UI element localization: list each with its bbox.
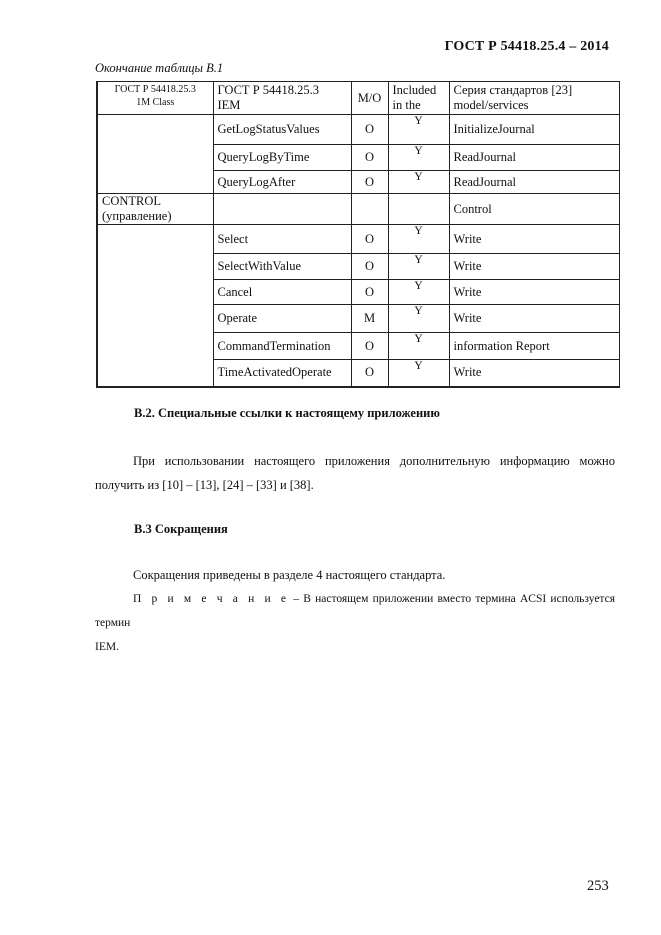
header-1m-class-line1: ГОСТ Р 54418.25.3 — [114, 84, 196, 95]
iem-cell: QueryLogAfter — [213, 171, 351, 194]
included-cell: Y — [388, 115, 449, 145]
table-row — [97, 225, 619, 254]
section-b2-para-line2: получить из [10] – [13], [24] – [33] и [38]. — [95, 478, 314, 492]
model-cell: Control — [449, 194, 619, 225]
header-iem-line1: ГОСТ Р 54418.25.3 — [217, 83, 320, 97]
header-model-line2: model/services — [453, 98, 529, 112]
header-included — [388, 82, 449, 115]
included-cell: Y — [388, 280, 449, 305]
table-row-control — [97, 194, 619, 225]
mo-cell: O — [351, 171, 388, 194]
class-control-line1: CONTROL — [102, 194, 162, 208]
included-cell: Y — [388, 225, 449, 254]
class-cell-empty — [97, 115, 213, 194]
model-cell: ReadJournal — [449, 145, 619, 171]
included-cell: Y — [388, 333, 449, 360]
model-cell: Write — [449, 360, 619, 387]
included-cell-empty — [388, 194, 449, 225]
note-text: – В настоящем приложении вместо термина ACSI используется термин — [95, 593, 615, 629]
iem-cell: Select — [213, 225, 351, 254]
header-iem — [213, 82, 351, 115]
header-1m-class — [97, 82, 213, 115]
header-model-line1: Серия стандартов [23] — [453, 83, 573, 97]
iem-cell: QueryLogByTime — [213, 145, 351, 171]
mo-cell: O — [351, 254, 388, 280]
model-cell: Write — [449, 225, 619, 254]
note-line2: IEM. — [95, 641, 119, 653]
header-1m-class-line2: 1M Class — [136, 97, 175, 108]
iem-cell: GetLogStatusValues — [213, 115, 351, 145]
header-mo: M/O — [351, 82, 388, 115]
mo-cell: O — [351, 360, 388, 387]
mo-cell: O — [351, 225, 388, 254]
model-cell: Write — [449, 305, 619, 333]
class-cell-control — [97, 194, 213, 225]
table-header-row — [97, 82, 619, 115]
class-control-line2: (управление) — [102, 209, 172, 223]
header-iem-line2: IEM — [217, 98, 241, 112]
note-line1-wrap — [95, 587, 615, 635]
mo-cell: O — [351, 115, 388, 145]
iem-cell: Operate — [213, 305, 351, 333]
mo-cell: O — [351, 280, 388, 305]
document-header: ГОСТ Р 54418.25.4 – 2014 — [444, 39, 609, 54]
header-included-line2: in the — [392, 98, 421, 112]
header-included-line1: Included — [392, 83, 437, 97]
mo-cell: O — [351, 333, 388, 360]
note-paragraph — [95, 587, 615, 659]
section-b3-title: В.3 Сокращения — [134, 522, 228, 536]
mo-cell: M — [351, 305, 388, 333]
section-b2-paragraph — [95, 449, 615, 497]
section-b3-para: Сокращения приведены в разделе 4 настоящего стандарта. — [133, 568, 446, 582]
mo-cell-empty — [351, 194, 388, 225]
section-b3-paragraph — [95, 563, 615, 587]
iem-cell: Cancel — [213, 280, 351, 305]
mo-cell: O — [351, 145, 388, 171]
note-label: П р и м е ч а н и е — [133, 593, 289, 605]
class-cell-empty — [97, 225, 213, 387]
iem-cell: TimeActivatedOperate — [213, 360, 351, 387]
included-cell: Y — [388, 305, 449, 333]
table-caption: Окончание таблицы В.1 — [95, 61, 224, 75]
header-model-services — [449, 82, 619, 115]
included-cell: Y — [388, 171, 449, 194]
iem-cell: CommandTermination — [213, 333, 351, 360]
page-number: 253 — [587, 878, 609, 894]
mapping-table — [96, 81, 620, 388]
included-cell: Y — [388, 145, 449, 171]
table-row — [97, 115, 619, 145]
section-b3-para-wrap — [95, 563, 615, 587]
included-cell: Y — [388, 360, 449, 387]
model-cell: information Report — [449, 333, 619, 360]
model-cell: Write — [449, 280, 619, 305]
section-b2-para-line1: При использовании настоящего приложения дополнительную информацию можно — [133, 454, 615, 468]
included-cell: Y — [388, 254, 449, 280]
iem-cell-empty — [213, 194, 351, 225]
iem-cell: SelectWithValue — [213, 254, 351, 280]
model-cell: InitializeJournal — [449, 115, 619, 145]
model-cell: ReadJournal — [449, 171, 619, 194]
section-b2-para-line1-wrap — [95, 449, 615, 473]
model-cell: Write — [449, 254, 619, 280]
section-b2-title: В.2. Специальные ссылки к настоящему приложению — [134, 406, 440, 420]
